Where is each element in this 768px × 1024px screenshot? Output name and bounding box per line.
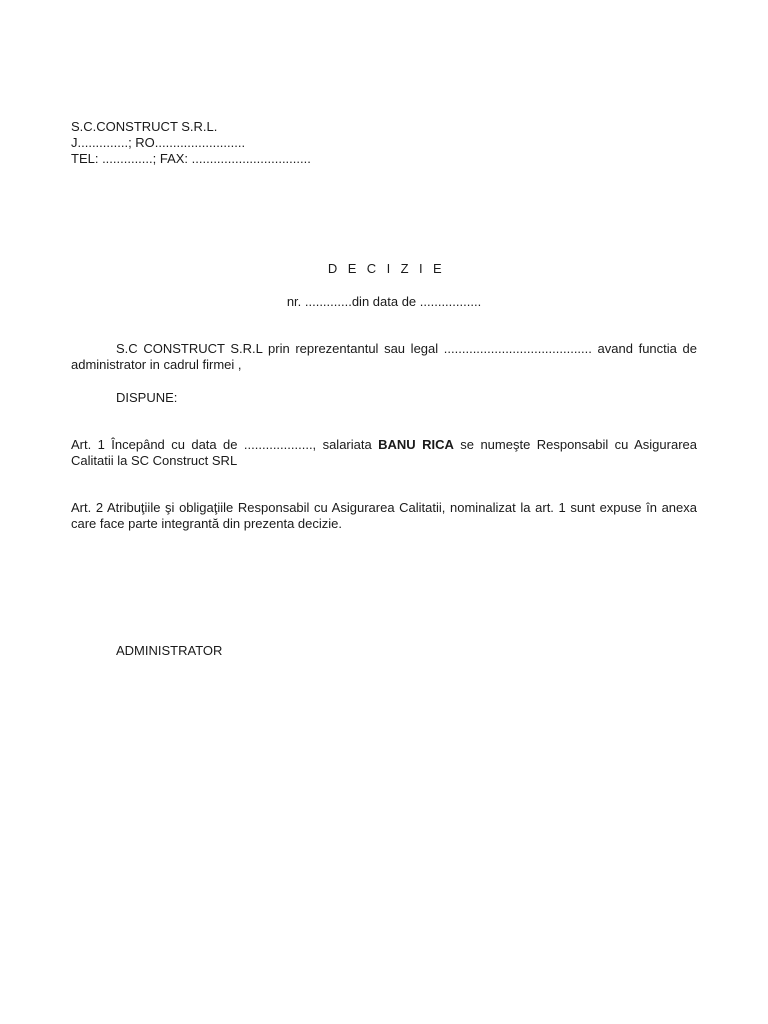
- document-number: nr. .............din data de .................: [286, 294, 482, 309]
- dispune-label: DISPUNE:: [116, 390, 178, 405]
- company-name: S.C.CONSTRUCT S.R.L.: [71, 119, 218, 134]
- employee-name: BANU RICA: [378, 437, 454, 452]
- article-1: [71, 437, 697, 469]
- intro-paragraph: [71, 341, 697, 373]
- company-contact: TEL: ..............; FAX: .................................: [71, 151, 311, 166]
- article-1-suffix: se numeşte Responsabil cu Asigurarea Calitatii la SC Construct SRL: [71, 437, 697, 468]
- article-2: Art. 2 Atribuţiile şi obligaţiile Responsabil cu Asigurarea Calitatii, nominalizat la art. 1 sunt expuse în anexa care face parte integrantă din prezenta decizie.: [71, 500, 697, 531]
- article-1-prefix: Art. 1 Începând cu data de ..................., salariata: [71, 437, 379, 452]
- signature-label: ADMINISTRATOR: [116, 643, 223, 658]
- company-registry: J..............; RO.........................: [71, 135, 246, 150]
- intro-text: S.C CONSTRUCT S.R.L prin reprezentantul sau legal ......................................... avand functia de administrator in cadrul firmei ,: [71, 341, 697, 372]
- document-title: D E C I Z I E: [327, 261, 446, 276]
